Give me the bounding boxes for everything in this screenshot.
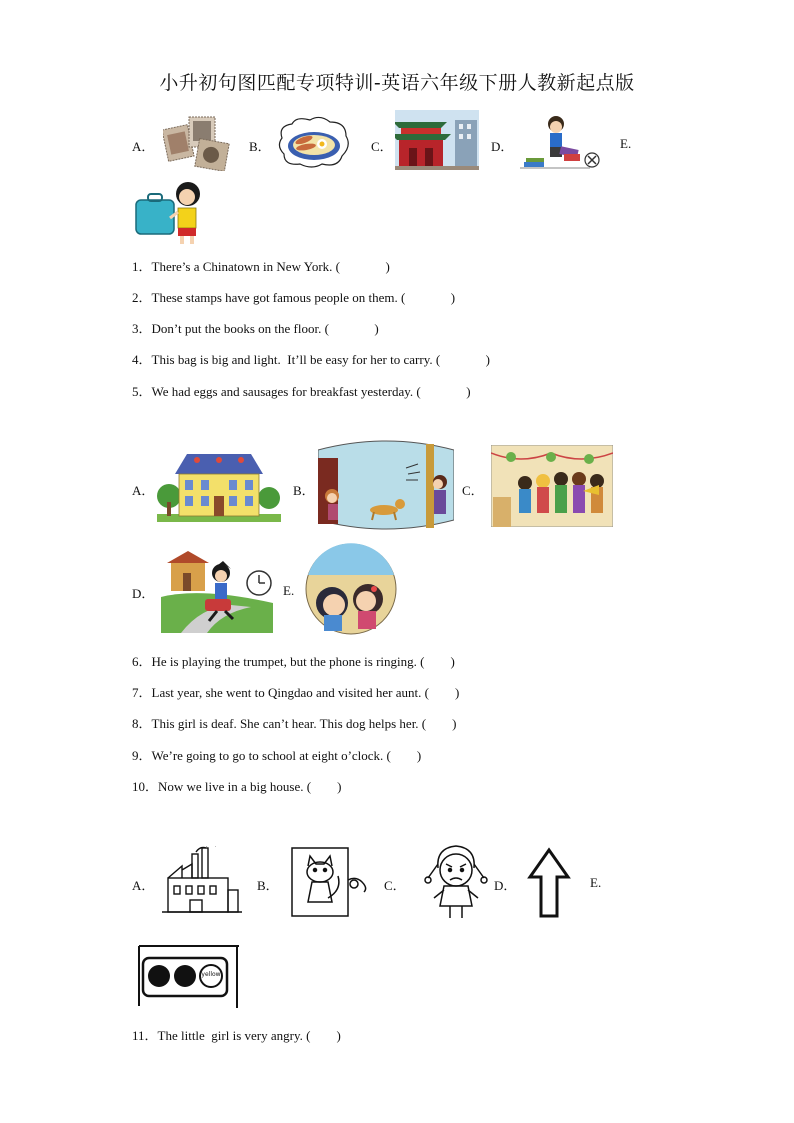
question-2: 2．These stamps have got famous people on them. ( ): [132, 290, 456, 305]
question-6: 6．He is playing the trumpet, but the phone is ringing. ( ): [132, 654, 455, 669]
question-5: 5．We had eggs and sausages for breakfast yesterday. ( ): [132, 384, 471, 399]
option-label-d-2: D．: [132, 586, 155, 601]
boy-running-to-school-image: [161, 547, 273, 633]
option-label-c-3: C．: [384, 878, 406, 893]
chinatown-gate-image: [395, 110, 479, 170]
question-8: 8．This girl is deaf. She can’t hear. This dog helps her. ( ): [132, 716, 457, 731]
question-9: 9．We’re going to go to school at eight o’clock. ( ): [132, 748, 422, 763]
big-house-image: [157, 452, 281, 522]
option-label-e-3: E.: [590, 875, 602, 890]
option-label-d-3: D．: [494, 878, 517, 893]
girl-with-bag-image: [134, 182, 212, 246]
girls-at-beach-image: [304, 543, 398, 635]
traffic-light-image: [137, 944, 241, 1010]
question-7: 7．Last year, she went to Qingdao and visited her aunt. ( ): [132, 685, 460, 700]
option-label-b-3: B．: [257, 878, 279, 893]
up-arrow-image: [527, 847, 571, 919]
question-10: 10．Now we live in a big house. ( ): [132, 779, 342, 794]
option-label-c: C．: [371, 139, 393, 154]
option-label-b-2: B．: [293, 483, 315, 498]
option-label-b: B．: [249, 139, 271, 154]
option-label-e-2: E.: [283, 583, 295, 598]
stamps-image: [163, 115, 233, 171]
question-11: 11．The little girl is very angry. ( ): [132, 1028, 341, 1043]
option-label-e: E.: [620, 136, 632, 151]
drawing-cat-image: [290, 846, 372, 918]
angry-girl-image: [420, 842, 492, 920]
books-on-floor-image: [520, 114, 606, 170]
factory-image: [162, 846, 242, 916]
option-label-a: A．: [132, 139, 155, 154]
question-1: 1．There’s a Chinatown in New York. ( ): [132, 259, 390, 274]
option-label-a-2: A．: [132, 483, 155, 498]
option-label-d: D．: [491, 139, 514, 154]
breakfast-plate-image: [276, 116, 352, 170]
traffic-light-label: yellow: [201, 971, 221, 978]
party-trumpet-image: [491, 445, 613, 527]
girl-with-dog-image: [318, 438, 454, 532]
question-3: 3．Don’t put the books on the floor. ( ): [132, 321, 379, 336]
page-title: 小升初句图匹配专项特训-英语六年级下册人教新起点版: [159, 72, 635, 94]
option-label-c-2: C．: [462, 483, 484, 498]
question-4: 4．This bag is big and light. It’ll be easy for her to carry. ( ): [132, 352, 491, 367]
option-label-a-3: A．: [132, 878, 155, 893]
